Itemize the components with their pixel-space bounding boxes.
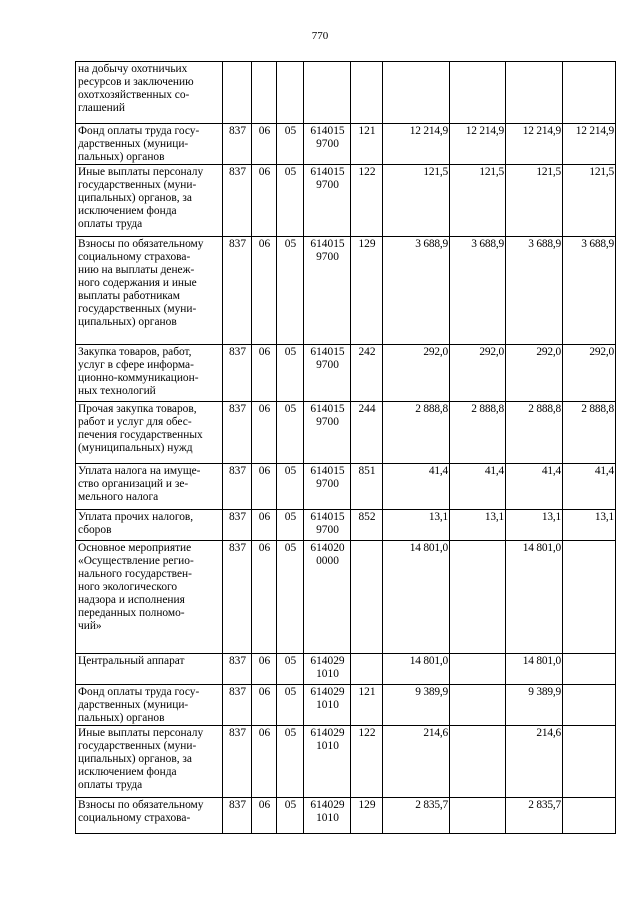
row-name-cell (76, 124, 223, 165)
row-name-line: мельного налога (78, 491, 159, 503)
amount-v4-cell: 292,0 (563, 345, 616, 402)
amount-v4-cell (563, 726, 616, 798)
code-pr-cell: 05 (277, 345, 304, 402)
csr-line: 9700 (316, 179, 339, 191)
amount-v2-cell (450, 541, 506, 654)
code-rz-cell: 06 (252, 798, 277, 834)
row-name-line: дарственных (муници- (78, 699, 189, 711)
row-name-line: пальных) органов (78, 712, 165, 724)
row-name-line: охотхозяйственных со- (78, 89, 190, 101)
amount-v3-cell: 41,4 (506, 464, 563, 510)
row-name-line: Фонд оплаты труда госу- (78, 125, 200, 137)
code-rz-cell: 06 (252, 726, 277, 798)
amount-v1-cell: 41,4 (383, 464, 450, 510)
row-name-line: Иные выплаты персоналу (78, 166, 204, 178)
row-name-line: переданных полномо- (78, 607, 185, 619)
row-name-cell (76, 237, 223, 345)
row-name-line: ресурсов и заключению (78, 76, 194, 88)
table-row (76, 402, 616, 464)
amount-v1-cell: 14 801,0 (383, 654, 450, 685)
code-grbs-cell: 837 (223, 654, 252, 685)
code-pr-cell: 05 (277, 685, 304, 726)
row-name-line: Уплата прочих налогов, (78, 511, 194, 523)
row-name-line: ного содержания и иные (78, 277, 197, 289)
code-vr-cell: 121 (351, 685, 383, 726)
csr-line: 1010 (316, 699, 339, 711)
table-row (76, 62, 616, 124)
amount-v4-cell: 41,4 (563, 464, 616, 510)
amount-v4-cell: 3 688,9 (563, 237, 616, 345)
table-row (76, 510, 616, 541)
table-row (76, 124, 616, 165)
code-pr-cell: 05 (277, 165, 304, 237)
amount-v3-cell: 14 801,0 (506, 541, 563, 654)
amount-v3-cell: 292,0 (506, 345, 563, 402)
amount-v4-cell: 12 214,9 (563, 124, 616, 165)
row-name-line: чий» (78, 620, 102, 632)
row-name-line: ство организаций и зе- (78, 478, 189, 490)
row-name-line: глашений (78, 102, 125, 114)
csr-line: 1010 (316, 668, 339, 680)
amount-v1-cell: 9 389,9 (383, 685, 450, 726)
code-vr-cell: 129 (351, 237, 383, 345)
row-name-line: (муниципальных) нужд (78, 442, 193, 454)
row-name-line: социальному страхова- (78, 251, 191, 263)
code-grbs-cell: 837 (223, 726, 252, 798)
table-row (76, 165, 616, 237)
table-row (76, 345, 616, 402)
amount-v3-cell: 12 214,9 (506, 124, 563, 165)
csr-line: 614015 (310, 511, 345, 523)
code-pr-cell: 05 (277, 464, 304, 510)
code-grbs-cell: 837 (223, 237, 252, 345)
row-name-line: нального государствен- (78, 568, 192, 580)
row-name-line: Взносы по обязательному (78, 799, 204, 811)
code-pr-cell: 05 (277, 726, 304, 798)
row-name-cell (76, 685, 223, 726)
csr-line: 9700 (316, 524, 339, 536)
code-grbs-cell (223, 62, 252, 124)
code-rz-cell: 06 (252, 685, 277, 726)
row-name-cell (76, 654, 223, 685)
row-name-line: ципальных) органов (78, 316, 177, 328)
code-csr-cell (304, 726, 351, 798)
code-grbs-cell: 837 (223, 685, 252, 726)
row-name-line: социальному страхова- (78, 812, 191, 824)
row-name-line: сборов (78, 524, 112, 536)
amount-v2-cell: 12 214,9 (450, 124, 506, 165)
csr-line: 9700 (316, 478, 339, 490)
row-name-line: Закупка товаров, работ, (78, 346, 192, 358)
row-name-line: оплаты труда (78, 779, 143, 791)
amount-v2-cell: 121,5 (450, 165, 506, 237)
row-name-line: Взносы по обязательному (78, 238, 204, 250)
amount-v1-cell: 214,6 (383, 726, 450, 798)
code-pr-cell (277, 62, 304, 124)
code-csr-cell (304, 685, 351, 726)
amount-v1-cell: 2 888,8 (383, 402, 450, 464)
code-rz-cell: 06 (252, 237, 277, 345)
amount-v2-cell (450, 654, 506, 685)
csr-line: 614015 (310, 238, 345, 250)
amount-v3-cell: 13,1 (506, 510, 563, 541)
row-name-line: «Осуществление регио- (78, 555, 194, 567)
amount-v1-cell: 2 835,7 (383, 798, 450, 834)
amount-v2-cell (450, 685, 506, 726)
row-name-line: исключением фонда (78, 766, 177, 778)
table-row (76, 654, 616, 685)
table-row (76, 237, 616, 345)
csr-line: 1010 (316, 812, 339, 824)
code-vr-cell: 242 (351, 345, 383, 402)
code-rz-cell: 06 (252, 541, 277, 654)
budget-table-body (76, 62, 616, 834)
amount-v1-cell: 12 214,9 (383, 124, 450, 165)
csr-line: 0000 (316, 555, 339, 567)
row-name-cell (76, 62, 223, 124)
row-name-line: ципальных) органов, за (78, 192, 192, 204)
row-name-cell (76, 165, 223, 237)
row-name-line: надзора и исполнения (78, 594, 185, 606)
table-row (76, 726, 616, 798)
code-vr-cell: 244 (351, 402, 383, 464)
amount-v3-cell: 2 888,8 (506, 402, 563, 464)
amount-v2-cell (450, 62, 506, 124)
code-rz-cell: 06 (252, 464, 277, 510)
code-grbs-cell: 837 (223, 124, 252, 165)
code-vr-cell: 122 (351, 165, 383, 237)
amount-v4-cell (563, 798, 616, 834)
amount-v3-cell (506, 62, 563, 124)
code-csr-cell (304, 237, 351, 345)
row-name-line: ных технологий (78, 385, 156, 397)
row-name-line: ного экологического (78, 581, 178, 593)
code-csr-cell (304, 464, 351, 510)
amount-v4-cell: 2 888,8 (563, 402, 616, 464)
code-csr-cell (304, 798, 351, 834)
page-number: 770 (311, 30, 329, 42)
csr-line: 614029 (310, 799, 345, 811)
amount-v3-cell: 2 835,7 (506, 798, 563, 834)
code-vr-cell (351, 541, 383, 654)
code-rz-cell: 06 (252, 124, 277, 165)
code-csr-cell (304, 345, 351, 402)
row-name-line: ципальных) органов, за (78, 753, 192, 765)
csr-line: 614015 (310, 403, 345, 415)
csr-line: 614015 (310, 346, 345, 358)
csr-line: 614029 (310, 686, 345, 698)
row-name-cell (76, 798, 223, 834)
amount-v1-cell (383, 62, 450, 124)
table-row (76, 541, 616, 654)
code-csr-cell (304, 165, 351, 237)
csr-line: 9700 (316, 416, 339, 428)
amount-v2-cell: 13,1 (450, 510, 506, 541)
amount-v3-cell: 214,6 (506, 726, 563, 798)
code-csr-cell (304, 62, 351, 124)
row-name-line: Уплата налога на имуще- (78, 465, 201, 477)
csr-line: 9700 (316, 251, 339, 263)
row-name-line: пальных) органов (78, 151, 165, 163)
row-name-line: Иные выплаты персоналу (78, 727, 204, 739)
code-pr-cell: 05 (277, 237, 304, 345)
amount-v2-cell: 3 688,9 (450, 237, 506, 345)
code-grbs-cell: 837 (223, 464, 252, 510)
amount-v4-cell (563, 62, 616, 124)
row-name-line: дарственных (муници- (78, 138, 189, 150)
row-name-line: услуг в сфере информа- (78, 359, 194, 371)
code-pr-cell: 05 (277, 402, 304, 464)
code-pr-cell: 05 (277, 798, 304, 834)
csr-line: 614015 (310, 465, 345, 477)
amount-v3-cell: 3 688,9 (506, 237, 563, 345)
amount-v2-cell (450, 726, 506, 798)
code-pr-cell: 05 (277, 541, 304, 654)
amount-v4-cell: 121,5 (563, 165, 616, 237)
code-pr-cell: 05 (277, 124, 304, 165)
code-rz-cell: 06 (252, 654, 277, 685)
amount-v1-cell: 13,1 (383, 510, 450, 541)
code-csr-cell (304, 541, 351, 654)
code-grbs-cell: 837 (223, 402, 252, 464)
row-name-line: выплаты работникам (78, 290, 180, 302)
row-name-cell (76, 402, 223, 464)
amount-v4-cell (563, 654, 616, 685)
row-name-cell (76, 464, 223, 510)
amount-v2-cell: 41,4 (450, 464, 506, 510)
code-grbs-cell: 837 (223, 345, 252, 402)
amount-v1-cell: 292,0 (383, 345, 450, 402)
code-grbs-cell: 837 (223, 798, 252, 834)
amount-v3-cell: 121,5 (506, 165, 563, 237)
budget-table (75, 61, 616, 834)
code-csr-cell (304, 402, 351, 464)
csr-line: 614029 (310, 727, 345, 739)
row-name-line: Прочая закупка товаров, (78, 403, 197, 415)
csr-line: 9700 (316, 359, 339, 371)
row-name-line: оплаты труда (78, 218, 143, 230)
code-vr-cell: 121 (351, 124, 383, 165)
amount-v1-cell: 121,5 (383, 165, 450, 237)
row-name-cell (76, 345, 223, 402)
row-name-line: исключением фонда (78, 205, 177, 217)
row-name-line: работ и услуг для обес- (78, 416, 192, 428)
row-name-cell (76, 510, 223, 541)
code-grbs-cell: 837 (223, 510, 252, 541)
amount-v1-cell: 14 801,0 (383, 541, 450, 654)
code-pr-cell: 05 (277, 510, 304, 541)
code-grbs-cell: 837 (223, 541, 252, 654)
row-name-line: ционно-коммуникацион- (78, 372, 199, 384)
code-rz-cell: 06 (252, 402, 277, 464)
amount-v2-cell: 2 888,8 (450, 402, 506, 464)
row-name-line: Фонд оплаты труда госу- (78, 686, 200, 698)
amount-v1-cell: 3 688,9 (383, 237, 450, 345)
row-name-line: государственных (муни- (78, 179, 197, 191)
code-vr-cell: 852 (351, 510, 383, 541)
amount-v4-cell (563, 685, 616, 726)
code-rz-cell: 06 (252, 510, 277, 541)
code-vr-cell (351, 62, 383, 124)
table-row (76, 685, 616, 726)
row-name-line: на добычу охотничьих (78, 63, 188, 75)
code-csr-cell (304, 124, 351, 165)
code-csr-cell (304, 654, 351, 685)
code-rz-cell: 06 (252, 345, 277, 402)
code-rz-cell: 06 (252, 165, 277, 237)
row-name-line: государственных (муни- (78, 740, 197, 752)
code-vr-cell: 129 (351, 798, 383, 834)
code-csr-cell (304, 510, 351, 541)
amount-v3-cell: 14 801,0 (506, 654, 563, 685)
code-grbs-cell: 837 (223, 165, 252, 237)
amount-v2-cell: 292,0 (450, 345, 506, 402)
amount-v4-cell: 13,1 (563, 510, 616, 541)
csr-line: 614029 (310, 655, 345, 667)
row-name-line: государственных (муни- (78, 303, 197, 315)
amount-v3-cell: 9 389,9 (506, 685, 563, 726)
amount-v4-cell (563, 541, 616, 654)
code-vr-cell: 122 (351, 726, 383, 798)
row-name-line: Основное мероприятие (78, 542, 192, 554)
row-name-line: нию на выплаты денеж- (78, 264, 195, 276)
row-name-line: печения государственных (78, 429, 203, 441)
row-name-cell (76, 726, 223, 798)
code-vr-cell: 851 (351, 464, 383, 510)
table-row (76, 798, 616, 834)
code-vr-cell (351, 654, 383, 685)
csr-line: 1010 (316, 740, 339, 752)
csr-line: 614015 (310, 166, 345, 178)
amount-v2-cell (450, 798, 506, 834)
row-name-line: Центральный аппарат (78, 655, 185, 667)
row-name-cell (76, 541, 223, 654)
csr-line: 614020 (310, 542, 345, 554)
code-rz-cell (252, 62, 277, 124)
csr-line: 614015 (310, 125, 345, 137)
csr-line: 9700 (316, 138, 339, 150)
code-pr-cell: 05 (277, 654, 304, 685)
table-row (76, 464, 616, 510)
